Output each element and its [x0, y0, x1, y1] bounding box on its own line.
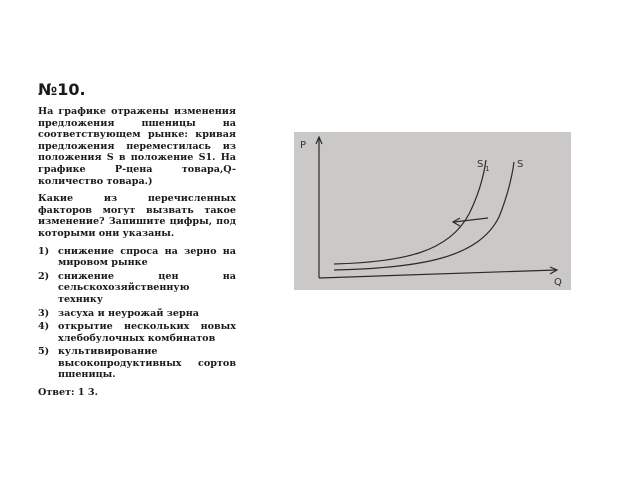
curve-s-label: S: [517, 159, 524, 170]
x-axis-line: [319, 270, 556, 278]
option-text: снижение спроса на зерно на мировом рынке: [58, 245, 236, 269]
task-question: Какие из перечисленных факторов могут вызвать такое изменение? Запишите цифры, под которыми они указаны.: [38, 193, 236, 239]
option-number: 4): [38, 321, 50, 333]
option-number: 1): [38, 245, 50, 257]
options-list: [38, 246, 236, 382]
list-item: [38, 271, 236, 306]
list-item: [38, 308, 236, 320]
curve-s1-subscript: 1: [485, 165, 490, 173]
option-text: снижение цен на сельскохозяйственную технику: [58, 270, 236, 305]
answer-text: Ответ: 1 3.: [38, 387, 98, 399]
list-item: [38, 246, 236, 269]
option-number: 3): [38, 307, 50, 319]
curve-s: [334, 162, 514, 270]
curve-s1: [334, 160, 486, 264]
graph-svg: [294, 132, 571, 290]
list-item: [38, 321, 236, 344]
y-axis-label: P: [300, 140, 307, 151]
list-item: [38, 346, 236, 381]
task-description: На графике отражены изменения предложения пшеницы на соответствующем рынке: кривая предложения переместилась из положения S в положение S1. На графике Р-цена товара,Q- количество товара.): [38, 106, 236, 187]
curve-s1-label: S: [477, 159, 484, 170]
option-text: засуха и неурожай зерна: [58, 307, 199, 319]
option-text: культивирование высокопродуктивных сортов пшеницы.: [58, 346, 236, 381]
task-content: [38, 106, 236, 405]
supply-shift-graph: [294, 132, 571, 290]
x-axis-label: Q: [554, 277, 562, 288]
option-number: 2): [38, 270, 50, 282]
task-title: №10.: [38, 80, 86, 99]
option-text: открытие нескольких новых хлебобулочных комбинатов: [58, 321, 236, 344]
option-number: 5): [38, 346, 50, 358]
